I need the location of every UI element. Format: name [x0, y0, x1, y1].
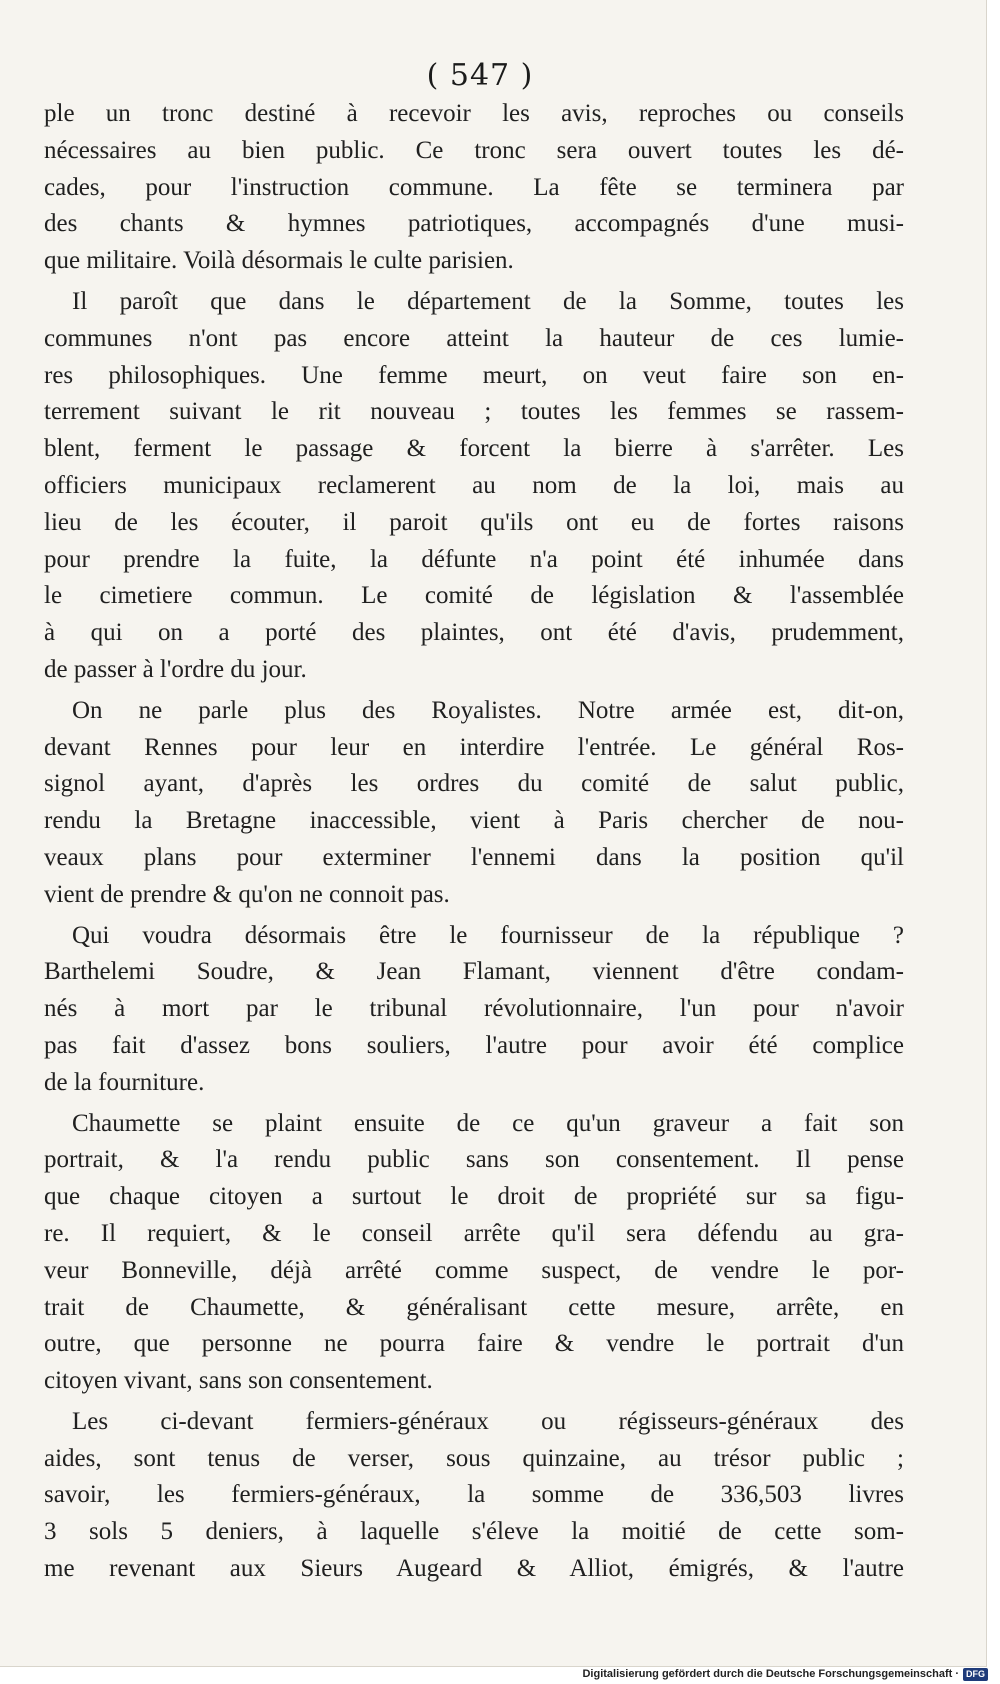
- text-line: Chaumette se plaint ensuite de ce qu'un graveur a fait son: [72, 1109, 904, 1137]
- text-line: le cimetiere commun. Le comité de législation & l'assemblée: [44, 582, 904, 610]
- digitization-credit: [582, 1666, 988, 1682]
- text-line: rendu la Bretagne inaccessible, vient à Paris chercher de nou-: [44, 807, 904, 835]
- text-line: terrement suivant le rit nouveau ; toutes les femmes se rassem-: [44, 398, 904, 426]
- text-line: aides, sont tenus de verser, sous quinzaine, au trésor public ;: [44, 1444, 904, 1472]
- text-line: de la fourniture.: [44, 1068, 205, 1096]
- text-line: re. Il requiert, & le conseil arrête qu'il sera défendu au gra-: [44, 1219, 904, 1247]
- text-line: 3 sols 5 deniers, à laquelle s'éleve la moitié de cette som-: [44, 1518, 904, 1546]
- text-line: Les ci-devant fermiers-généraux ou régisseurs-généraux des: [72, 1407, 904, 1435]
- text-line: des chants & hymnes patriotiques, accompagnés d'une musi-: [44, 210, 904, 238]
- text-line: que militaire. Voilà désormais le culte parisien.: [44, 247, 514, 275]
- text-line: outre, que personne ne pourra faire & vendre le portrait d'un: [44, 1330, 904, 1358]
- dfg-logo-icon: DFG: [963, 1668, 988, 1681]
- paragraph: [44, 96, 904, 280]
- text-line: à qui on a porté des plaintes, ont été d'avis, prudemment,: [44, 619, 904, 647]
- text-line: veaux plans pour exterminer l'ennemi dans la position qu'il: [44, 843, 904, 871]
- text-line: On ne parle plus des Royalistes. Notre armée est, dit-on,: [72, 696, 904, 724]
- text-line: cades, pour l'instruction commune. La fête se terminera par: [44, 173, 904, 201]
- text-line: nés à mort par le tribunal révolutionnaire, l'un pour n'avoir: [44, 995, 904, 1023]
- paragraph: [44, 1106, 904, 1400]
- page-number: ( 547 ): [426, 58, 534, 93]
- paragraph: [44, 1404, 904, 1588]
- text-line: devant Rennes pour leur en interdire l'entrée. Le général Ros-: [44, 733, 904, 761]
- text-line: veur Bonneville, déjà arrêté comme suspect, de vendre le por-: [44, 1256, 904, 1284]
- text-line: lieu de les écouter, il paroit qu'ils ont eu de fortes raisons: [44, 508, 904, 536]
- text-line: pour prendre la fuite, la défunte n'a point été inhumée dans: [44, 545, 904, 573]
- text-line: signol ayant, d'après les ordres du comité de salut public,: [44, 770, 904, 798]
- text-line: que chaque citoyen a surtout le droit de propriété sur sa figu-: [44, 1183, 904, 1211]
- text-line: me revenant aux Sieurs Augeard & Alliot, émigrés, & l'autre: [44, 1555, 904, 1583]
- text-line: Barthelemi Soudre, & Jean Flamant, viennent d'être condam-: [44, 958, 904, 986]
- text-line: communes n'ont pas encore atteint la hauteur de ces lumie-: [44, 324, 904, 352]
- text-line: de passer à l'ordre du jour.: [44, 655, 307, 683]
- paragraph: [44, 918, 904, 1102]
- text-line: blent, ferment le passage & forcent la bierre à s'arrêter. Les: [44, 435, 904, 463]
- footer-text: Digitalisierung gefördert durch die Deutsche Forschungsgemeinschaft ·: [582, 1668, 959, 1680]
- text-line: res philosophiques. Une femme meurt, on veut faire son en-: [44, 361, 904, 389]
- text-line: ple un tronc destiné à recevoir les avis, reproches ou conseils: [44, 100, 904, 127]
- text-line: portrait, & l'a rendu public sans son consentement. Il pense: [44, 1146, 904, 1174]
- body-text: [44, 96, 904, 1588]
- text-line: officiers municipaux reclamerent au nom de la loi, mais au: [44, 471, 904, 499]
- paragraph: [44, 284, 904, 689]
- text-line: pas fait d'assez bons souliers, l'autre pour avoir été complice: [44, 1031, 904, 1059]
- text-line: Il paroît que dans le département de la Somme, toutes les: [72, 287, 904, 315]
- text-line: vient de prendre & qu'on ne connoit pas.: [44, 880, 450, 908]
- text-line: trait de Chaumette, & généralisant cette mesure, arrête, en: [44, 1293, 904, 1321]
- text-line: nécessaires au bien public. Ce tronc sera ouvert toutes les dé-: [44, 136, 904, 164]
- paragraph: [44, 693, 904, 914]
- text-line: Qui voudra désormais être le fournisseur de la république ?: [72, 921, 904, 949]
- text-line: savoir, les fermiers-généraux, la somme de 336,503 livres: [44, 1481, 904, 1509]
- text-line: citoyen vivant, sans son consentement.: [44, 1367, 433, 1395]
